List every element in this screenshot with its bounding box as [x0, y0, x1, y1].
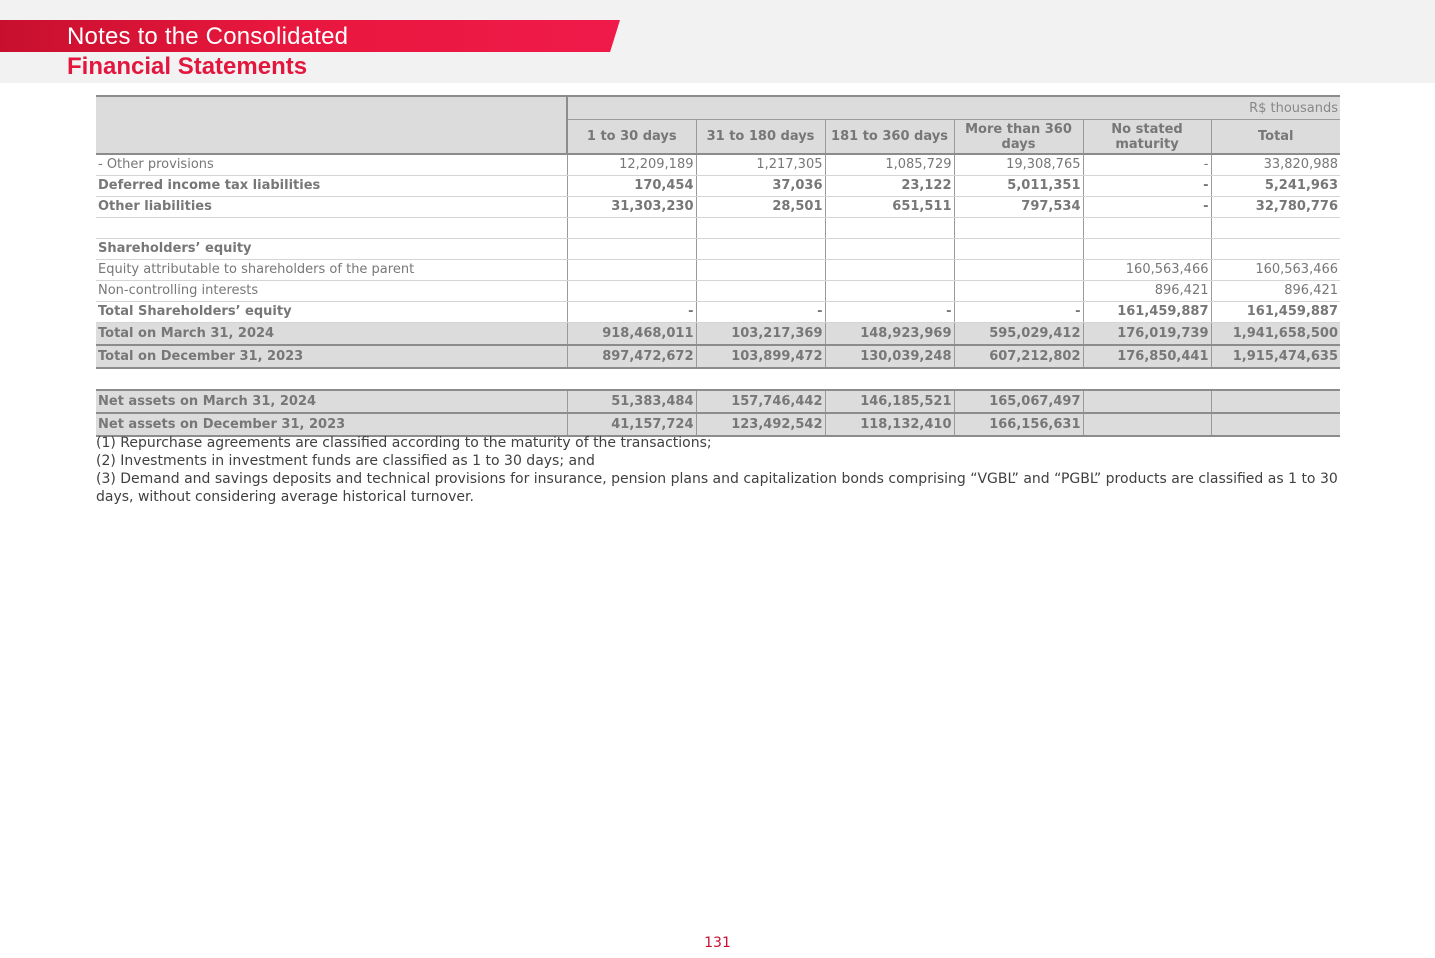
cell-value [696, 218, 825, 239]
cell-value [696, 260, 825, 281]
cell-value: 130,039,248 [825, 345, 954, 368]
cell-value [825, 281, 954, 302]
row-label: Total on March 31, 2024 [96, 323, 567, 346]
page-number: 131 [704, 935, 731, 951]
cell-value [1083, 239, 1211, 260]
cell-value: 1,217,305 [696, 154, 825, 176]
column-header: More than 360 days [954, 120, 1083, 155]
cell-value: 165,067,497 [954, 390, 1083, 413]
cell-value: 5,011,351 [954, 176, 1083, 197]
column-header: No stated maturity [1083, 120, 1211, 155]
page-title-line2: Financial Statements [67, 53, 308, 80]
page-title-line1: Notes to the Consolidated [67, 23, 349, 50]
row-label: Deferred income tax liabilities [96, 176, 567, 197]
row-label [96, 218, 567, 239]
cell-value: 161,459,887 [1083, 302, 1211, 323]
cell-value: - [567, 302, 696, 323]
table-row [96, 154, 1340, 176]
cell-value: 896,421 [1083, 281, 1211, 302]
cell-value: 103,217,369 [696, 323, 825, 346]
cell-value [825, 260, 954, 281]
table-row [96, 239, 1340, 260]
cell-value: 607,212,802 [954, 345, 1083, 368]
cell-value: 37,036 [696, 176, 825, 197]
cell-value: 118,132,410 [825, 413, 954, 436]
cell-value [825, 218, 954, 239]
cell-value: 797,534 [954, 197, 1083, 218]
cell-value: 595,029,412 [954, 323, 1083, 346]
cell-value [1083, 413, 1211, 436]
cell-value: 651,511 [825, 197, 954, 218]
cell-value [1083, 390, 1211, 413]
cell-value: 918,468,011 [567, 323, 696, 346]
footnote: (1) Repurchase agreements are classified according to the maturity of the transactions; [96, 435, 712, 451]
row-label: Net assets on March 31, 2024 [96, 390, 567, 413]
footnote: (2) Investments in investment funds are classified as 1 to 30 days; and [96, 453, 595, 469]
cell-value: 157,746,442 [696, 390, 825, 413]
cell-value [1211, 218, 1340, 239]
unit-row [96, 96, 1340, 120]
maturity-table [96, 95, 1340, 437]
cell-value: 28,501 [696, 197, 825, 218]
cell-value [954, 260, 1083, 281]
column-header: Total [1211, 120, 1340, 155]
column-header: 31 to 180 days [696, 120, 825, 155]
cell-value: 1,941,658,500 [1211, 323, 1340, 346]
net-assets-row [96, 413, 1340, 436]
cell-value: 1,915,474,635 [1211, 345, 1340, 368]
cell-value [567, 239, 696, 260]
column-header: 181 to 360 days [825, 120, 954, 155]
cell-value: 32,780,776 [1211, 197, 1340, 218]
total-row [96, 323, 1340, 346]
spacer-row [96, 368, 1340, 390]
cell-value: - [696, 302, 825, 323]
cell-value [954, 218, 1083, 239]
cell-value [1211, 390, 1340, 413]
cell-value: 33,820,988 [1211, 154, 1340, 176]
row-label: - Other provisions [96, 154, 567, 176]
header-corner [96, 96, 567, 154]
cell-value [696, 239, 825, 260]
cell-value [954, 239, 1083, 260]
cell-value [567, 260, 696, 281]
cell-value: 160,563,466 [1083, 260, 1211, 281]
row-label: Non-controlling interests [96, 281, 567, 302]
cell-value: 161,459,887 [1211, 302, 1340, 323]
cell-value: - [1083, 154, 1211, 176]
cell-value: 12,209,189 [567, 154, 696, 176]
total-row [96, 345, 1340, 368]
cell-value [1211, 239, 1340, 260]
spacer-cell [96, 368, 1340, 390]
cell-value [1211, 413, 1340, 436]
row-label: Net assets on December 31, 2023 [96, 413, 567, 436]
cell-value [567, 218, 696, 239]
cell-value: 19,308,765 [954, 154, 1083, 176]
cell-value: 31,303,230 [567, 197, 696, 218]
cell-value: 51,383,484 [567, 390, 696, 413]
table-row [96, 260, 1340, 281]
row-label: Equity attributable to shareholders of the parent [96, 260, 567, 281]
row-label: Other liabilities [96, 197, 567, 218]
cell-value: 897,472,672 [567, 345, 696, 368]
cell-value [954, 281, 1083, 302]
footnotes [96, 434, 1340, 506]
cell-value [696, 281, 825, 302]
cell-value: 103,899,472 [696, 345, 825, 368]
cell-value [567, 281, 696, 302]
cell-value [1083, 218, 1211, 239]
cell-value: - [825, 302, 954, 323]
cell-value: - [1083, 197, 1211, 218]
cell-value: 41,157,724 [567, 413, 696, 436]
table-row [96, 176, 1340, 197]
cell-value: 148,923,969 [825, 323, 954, 346]
cell-value: - [1083, 176, 1211, 197]
cell-value: 166,156,631 [954, 413, 1083, 436]
cell-value: 23,122 [825, 176, 954, 197]
table-row [96, 281, 1340, 302]
cell-value: 5,241,963 [1211, 176, 1340, 197]
cell-value: 176,850,441 [1083, 345, 1211, 368]
unit-label: R$ thousands [567, 96, 1340, 120]
column-header: 1 to 30 days [567, 120, 696, 155]
cell-value: 123,492,542 [696, 413, 825, 436]
cell-value: 170,454 [567, 176, 696, 197]
cell-value: 1,085,729 [825, 154, 954, 176]
cell-value: 896,421 [1211, 281, 1340, 302]
table-row [96, 302, 1340, 323]
row-label: Shareholders’ equity [96, 239, 567, 260]
row-label: Total on December 31, 2023 [96, 345, 567, 368]
cell-value: 176,019,739 [1083, 323, 1211, 346]
cell-value [825, 239, 954, 260]
cell-value: 160,563,466 [1211, 260, 1340, 281]
cell-value: - [954, 302, 1083, 323]
table-row [96, 197, 1340, 218]
net-assets-row [96, 390, 1340, 413]
footnote: (3) Demand and savings deposits and technical provisions for insurance, pension plans and capitalization bonds comprising “VGBL” and “PGBL” products are classified as 1 to 30 days, without considering average historical turnover. [96, 471, 1338, 505]
row-label: Total Shareholders’ equity [96, 302, 567, 323]
table-row [96, 218, 1340, 239]
cell-value: 146,185,521 [825, 390, 954, 413]
